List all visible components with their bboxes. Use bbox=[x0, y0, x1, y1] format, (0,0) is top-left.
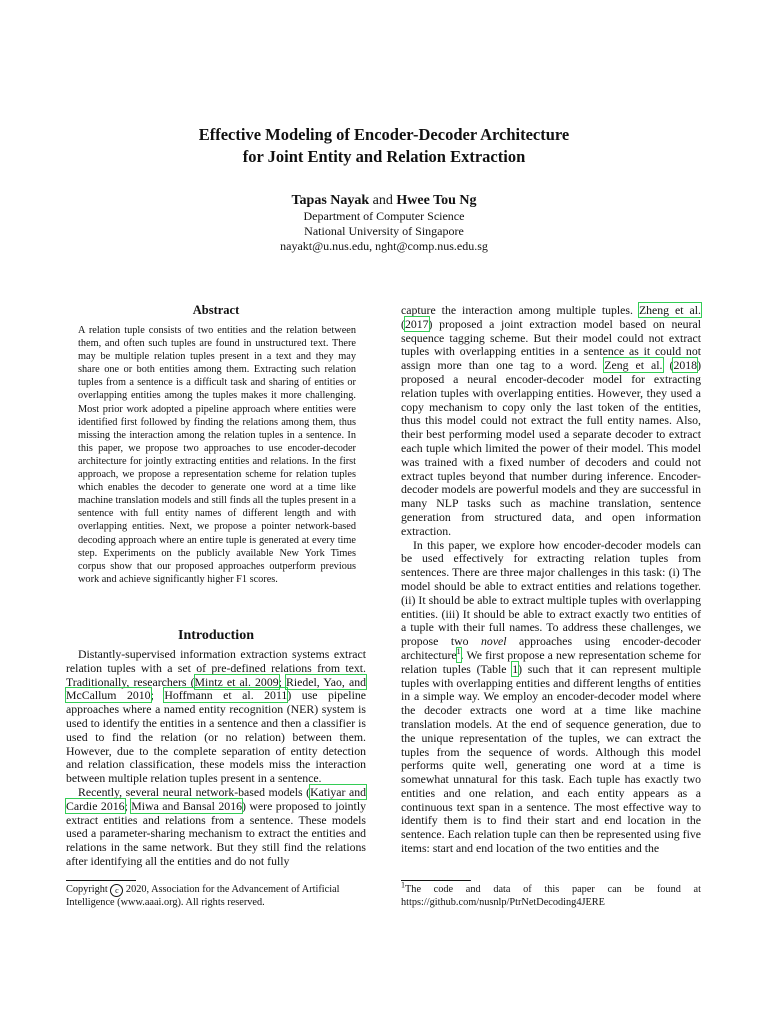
text: ) were proposed to jointly extract entities and relations from a sentence. These models used a parameter-sharing mechanism to extract the entities and relations in the same network. But they still find the relations after identifying all the entities and do not fully bbox=[66, 798, 366, 868]
author-2: Hwee Tou Ng bbox=[396, 193, 477, 208]
footnote-text: The code and data of this paper can be found at https://github.com/nusnlp/PtrNetDecoding4JERE bbox=[401, 884, 701, 908]
footnote-rule-right bbox=[401, 880, 471, 881]
text: Recently, several neural network-based models ( bbox=[78, 784, 311, 799]
text: . We first propose a new representation scheme for relation tuples (Table bbox=[401, 647, 701, 676]
citation-link[interactable]: Zheng et al. bbox=[638, 303, 701, 317]
paper-title bbox=[0, 124, 768, 168]
authors bbox=[0, 192, 768, 210]
citation-link[interactable]: Zeng et al. bbox=[604, 358, 663, 373]
abstract-heading: Abstract bbox=[192, 303, 240, 317]
introduction-heading: Introduction bbox=[178, 628, 254, 643]
text: approaches using encoder-decoder architecture bbox=[401, 634, 701, 662]
citation-link[interactable]: Katiyar and Cardie 2016 bbox=[66, 784, 367, 813]
citation-link[interactable]: Mintz et al. 2009 bbox=[194, 674, 279, 689]
text: 2020, Association for the Advancement of Artificial Intelligence (www.aaai.org). All rights reserved. bbox=[66, 884, 340, 908]
author-and: and bbox=[372, 193, 393, 208]
author-1: Tapas Nayak bbox=[291, 193, 370, 208]
footnote-number: 1 bbox=[401, 880, 405, 890]
text: ) proposed a joint extraction model based on neural sequence tagging scheme. But their model could not extract tuples with overlapping entities in a sentence as it could not assign more than one tag to a word. bbox=[401, 316, 701, 373]
citation-year-link[interactable]: 2017 bbox=[404, 316, 429, 331]
text: ( bbox=[401, 316, 405, 331]
footnote-rule-left bbox=[66, 880, 136, 881]
citation-link[interactable]: Miwa and Bansal 2016 bbox=[131, 798, 242, 813]
text: ) proposed a neural encoder-decoder model for extracting relation tuples with overlapping entities. However, they used a copy mechanism to copy only the last token of the entities, thus this model could not extract the full entity names. Also, their best performing model used a separate decoder to extract each tuple which limited the power of their model. This model was trained with a fixed number of decoders and could not extract tuples beyond that number during inference. Encoder-decoder models are powerful models and they are successful in many NLP tasks such as machine translation, sentence generation from structured data, and open information extraction. bbox=[401, 358, 701, 538]
text: ( bbox=[662, 358, 674, 373]
text: Distantly-supervised information extraction systems extract relation tuples with a set of pre-defined relations from text. Traditionally, researchers ( bbox=[66, 647, 366, 689]
citation-year-link[interactable]: 2018 bbox=[673, 358, 698, 373]
table-link[interactable]: 1 bbox=[512, 661, 519, 676]
code-footnote bbox=[401, 880, 701, 910]
affiliation bbox=[0, 209, 768, 254]
citation-link[interactable]: Riedel, Yao, and McCallum 2010 bbox=[66, 674, 366, 703]
text: Copyright bbox=[66, 884, 111, 895]
right-column-body bbox=[401, 304, 701, 856]
right-paragraph-2 bbox=[401, 539, 701, 856]
text: capture the interaction among multiple tuples. bbox=[401, 303, 639, 317]
intro-paragraph-2 bbox=[66, 786, 366, 869]
footnote-marker: 1 bbox=[456, 647, 461, 656]
text: ) such that it can represent multiple tuples with overlapping entities and different lengths of entities in a simple way. We employ an encoder-decoder model where the decoder extracts one word at a time like machine translation models. At the end of sequence generation, due to the unique representation of the tuples, we can extract the tuples from the sequence of words. Although this model performs quite well, generating one word at a time is somewhat unnatural for this task. Each tuple has exactly two entities and one relation, and each entity appears as a continuous text span in a sentence. The most effective way to identify them is to find their start and end location in the sentence. Each relation tuple can then be represented using five items: start and end location of the two entities and the bbox=[401, 661, 701, 856]
affil-department: Department of Computer Science bbox=[303, 209, 465, 223]
introduction-body bbox=[66, 648, 366, 869]
citation-link[interactable]: Hoffmann et al. 2011 bbox=[164, 688, 288, 703]
text: ) use pipeline approaches where a named entity recognition (NER) system is used to identify the entities in a sentence and then a classifier is used to find the relation (or no relation) between them. However, due to the complete separation of entity detection and relation classification, these models miss the interaction between multiple relation tuples present in a sentence. bbox=[66, 688, 366, 786]
text: ; bbox=[124, 798, 132, 813]
right-paragraph-1 bbox=[401, 304, 701, 539]
text: ; bbox=[278, 674, 287, 689]
text: ; bbox=[150, 688, 165, 703]
intro-paragraph-1 bbox=[66, 648, 366, 786]
copyright-footnote bbox=[66, 884, 366, 910]
text: In this paper, we explore how encoder-decoder models can be used effectively for extracting relation tuples from sentences. There are three major challenges in this task: (i) The model should be able to extract entities and relations together. (ii) It should be able to extract multiple tuples with overlapping entities. (iii) It should be able to extract exactly two entities of a tuple with their full names. To address these challenges, we propose two bbox=[401, 537, 701, 649]
copyright-icon: c bbox=[110, 884, 123, 897]
affil-university: National University of Singapore bbox=[304, 224, 464, 238]
abstract-text: A relation tuple consists of two entities and the relation between them, and often such tuples are found in unstructured text. There may be multiple relation tuples present in a text and they may share one or both entities among them. Extracting such relation tuples from a sentence is a difficult task and sharing of entities or overlapping entities among the tuples makes it more challenging. Most prior work adopted a pipeline approach where entities were identified first followed by finding the relations among them, thus missing the interaction among the relation tuples in a sentence. In this paper, we propose two approaches to use encoder-decoder architecture for jointly extracting entities and relations. In the first approach, we propose a representation scheme for relation tuples which enables the decoder to generate one word at a time like machine translation models and still finds all the tuples present in a sentence with full entity names of different length and with overlapping entities. Next, we propose a pointer network-based decoding approach where an entire tuple is generated at every time step. Experiments on the publicly available New York Times corpus show that our proposed approaches outperform previous work and achieve significantly higher F1 scores. bbox=[78, 325, 356, 585]
affil-emails: nayakt@u.nus.edu, nght@comp.nus.edu.sg bbox=[280, 239, 488, 253]
title-line-2: for Joint Entity and Relation Extraction bbox=[242, 147, 526, 166]
emphasis: novel bbox=[481, 634, 507, 649]
title-line-1: Effective Modeling of Encoder-Decoder Architecture bbox=[198, 125, 570, 144]
